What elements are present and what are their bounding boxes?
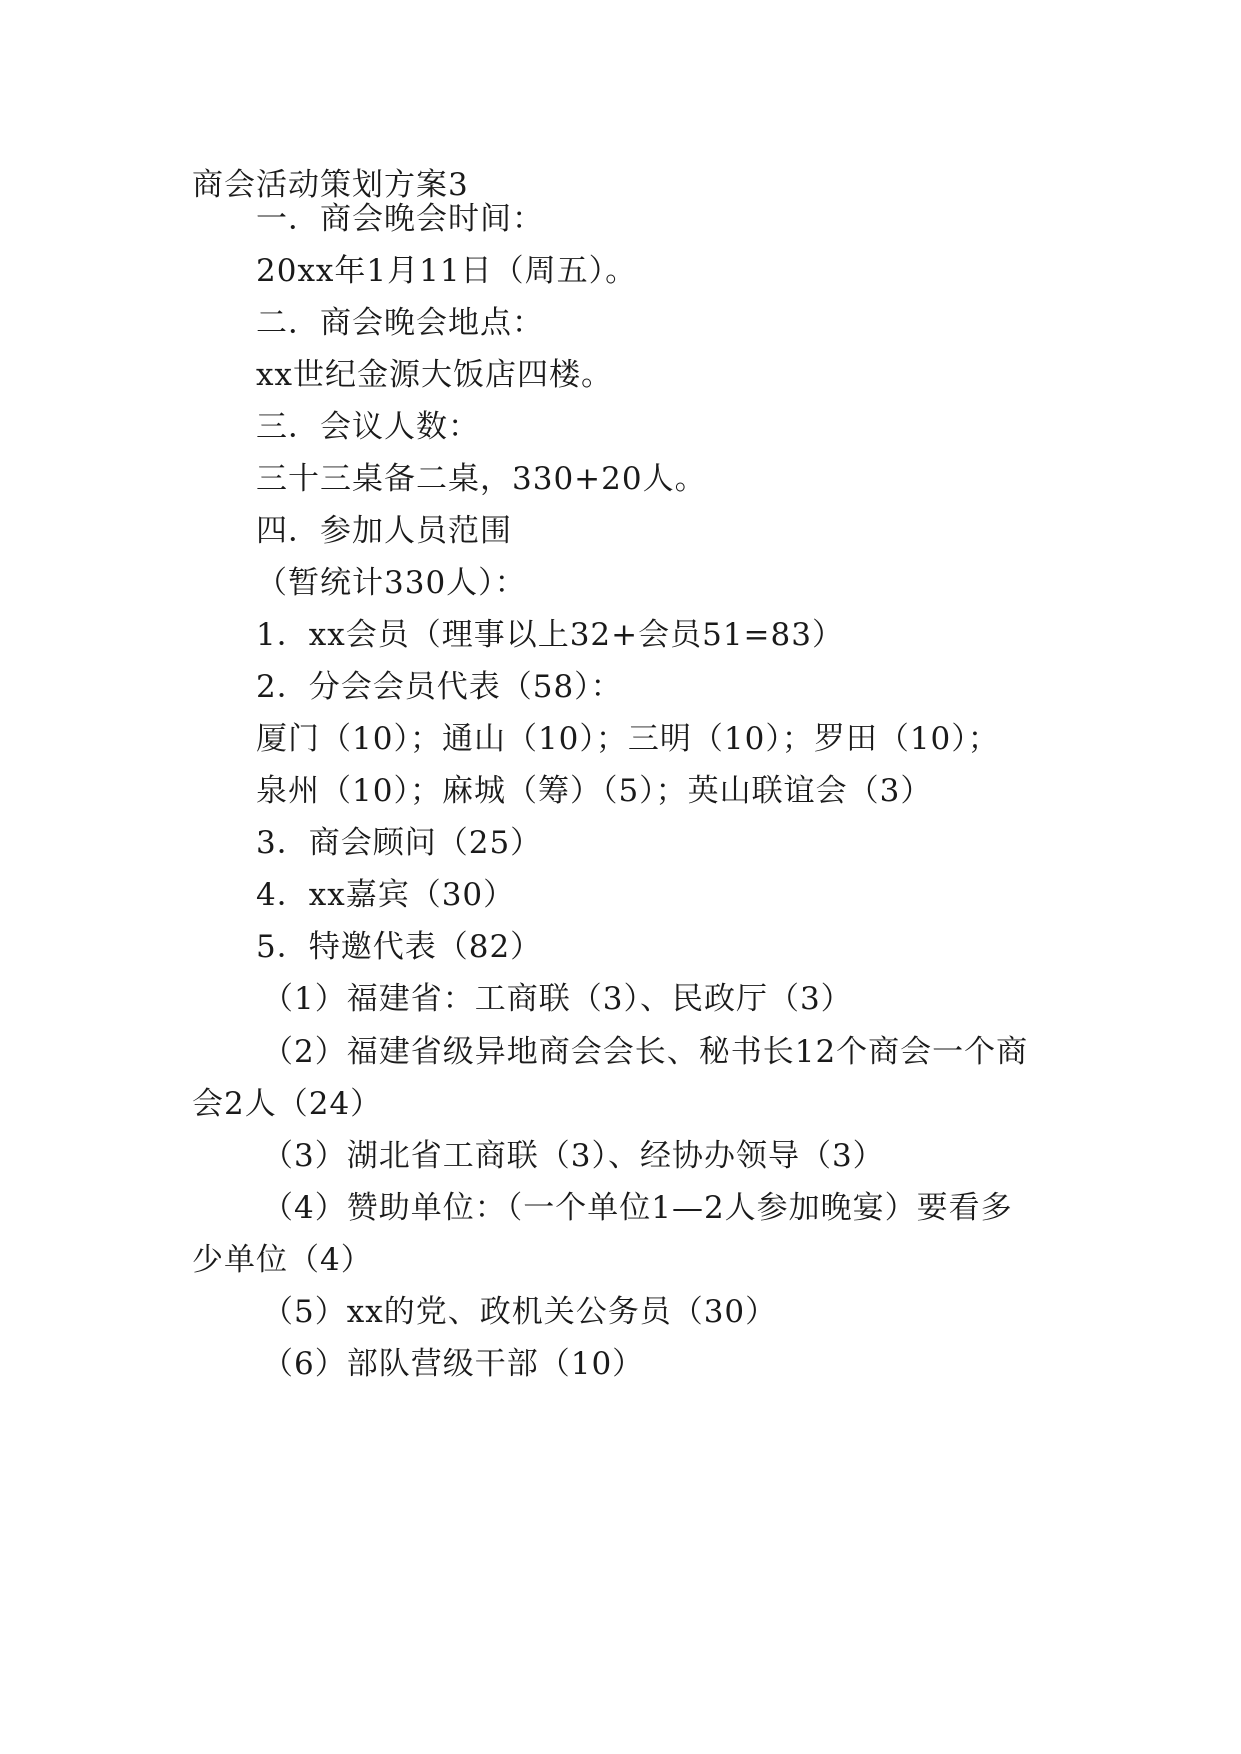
sub-item-hubei: （3）湖北省工商联（3）、经协办领导（3） — [262, 1138, 885, 1174]
paragraph-branch-list-2: 泉州（10）；麻城（筹）（5）；英山联谊会（3） — [256, 773, 933, 809]
sub-item-fujian-chambers-cont: 会2人（24） — [192, 1086, 383, 1122]
paragraph-participants-total: （暂统计330人）： — [256, 565, 527, 601]
section-heading-location: 二．商会晚会地点： — [256, 305, 544, 341]
paragraph-branch-list-1: 厦门（10）；通山（10）；三明（10）；罗田（10）； — [256, 721, 1000, 757]
list-item-members: 1．xx会员（理事以上32+会员51=83） — [256, 617, 844, 653]
paragraph-date: 20xx年1月11日（周五）。 — [256, 253, 638, 289]
section-heading-attendance: 三．会议人数： — [256, 409, 480, 445]
sub-item-sponsors-cont: 少单位（4） — [192, 1242, 373, 1278]
paragraph-attendance: 三十三桌备二桌，330+20人。 — [256, 461, 707, 497]
list-item-advisors: 3．商会顾问（25） — [256, 825, 543, 861]
sub-item-civil-servants: （5）xx的党、政机关公务员（30） — [262, 1294, 778, 1330]
list-item-branch-representatives: 2．分会会员代表（58）： — [256, 669, 623, 705]
sub-item-fujian: （1）福建省：工商联（3）、民政厅（3） — [262, 981, 853, 1017]
sub-item-fujian-chambers: （2）福建省级异地商会会长、秘书长12个商会一个商 — [262, 1034, 1029, 1070]
paragraph-location: xx世纪金源大饭店四楼。 — [256, 357, 613, 393]
sub-item-sponsors: （4）赞助单位：（一个单位1—2人参加晚宴）要看多 — [262, 1190, 1013, 1226]
list-item-guests: 4．xx嘉宾（30） — [256, 877, 516, 913]
section-heading-time: 一．商会晚会时间： — [256, 201, 544, 237]
sub-item-military: （6）部队营级干部（10） — [262, 1346, 645, 1382]
section-heading-participants: 四．参加人员范围 — [256, 513, 512, 549]
list-item-special-representatives: 5．特邀代表（82） — [256, 929, 543, 965]
document-title: 商会活动策划方案3 — [192, 167, 469, 203]
